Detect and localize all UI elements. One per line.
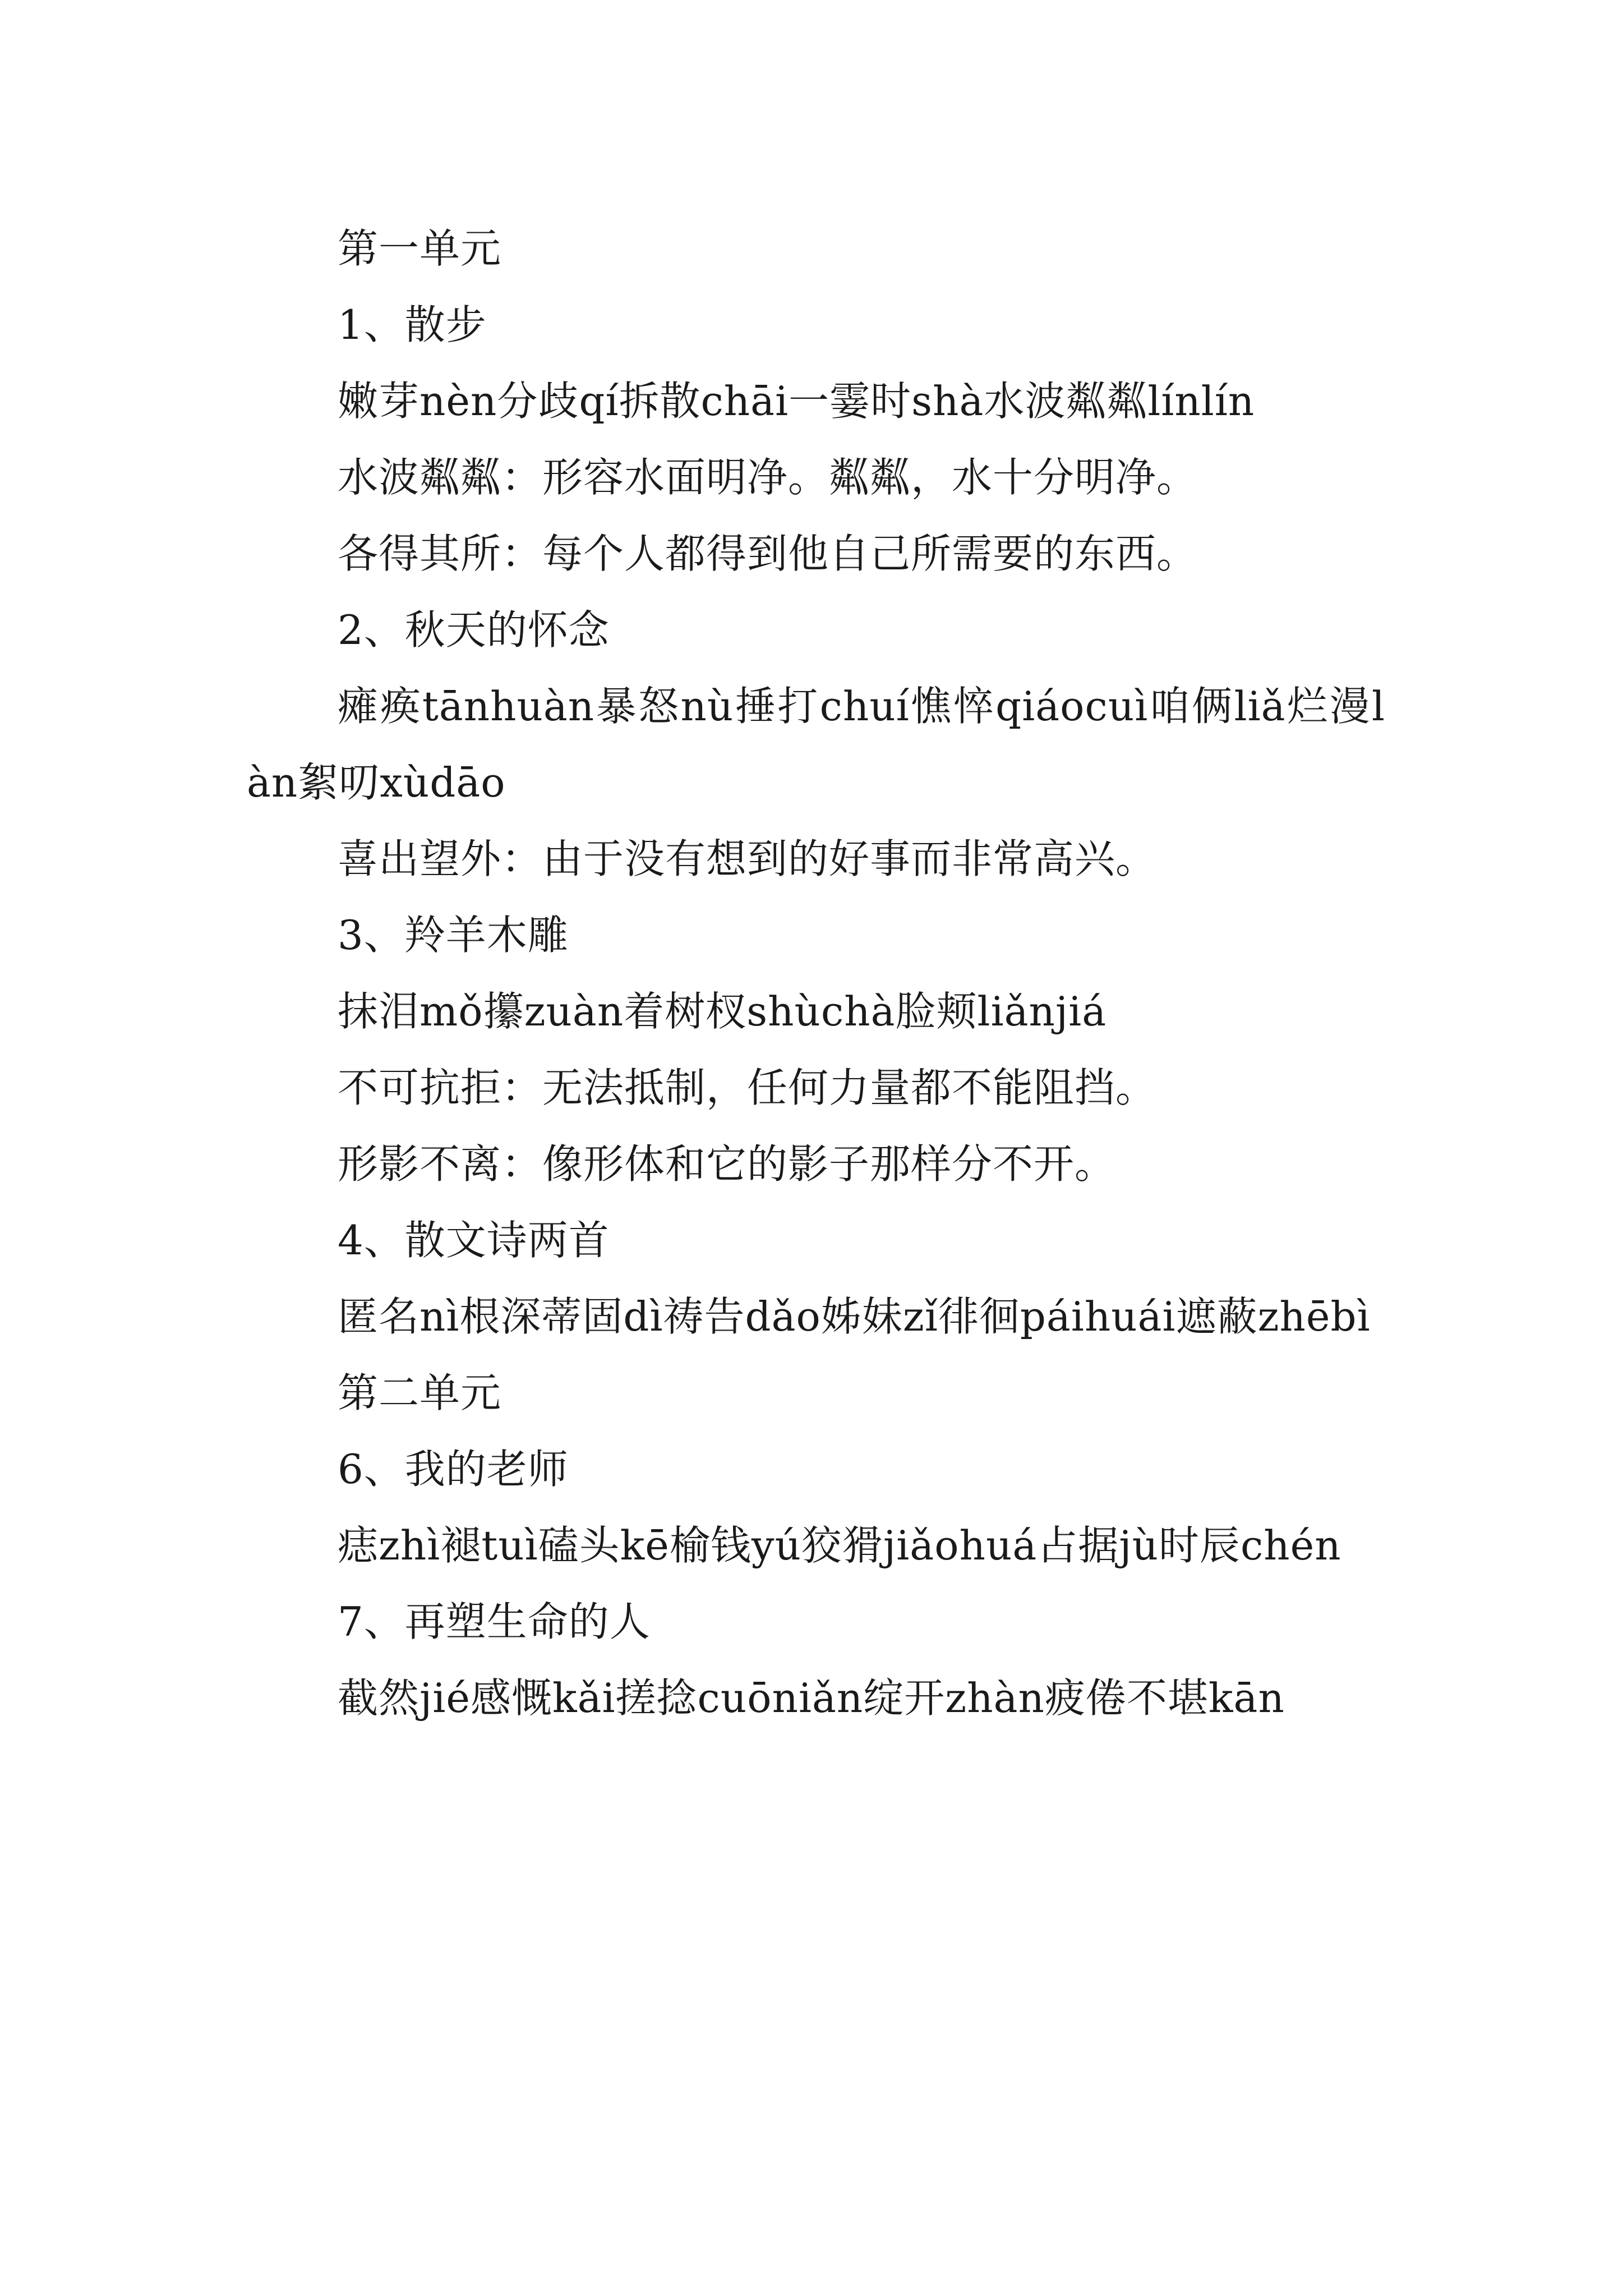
lesson-title: 1、散步: [338, 301, 487, 348]
vocabulary-line: 截然jié感慨kǎi搓捻cuōniǎn绽开zhàn疲倦不堪kān: [338, 1674, 1285, 1722]
lesson-title: 2、秋天的怀念: [338, 606, 610, 654]
vocabulary-line: 瘫痪tānhuàn暴怒nù捶打chuí憔悴qiáocuì咱俩liǎ烂漫làn絮叨xùdāo: [247, 683, 1385, 806]
unit-heading: 第一单元: [338, 225, 502, 272]
vocabulary-line: 嫩芽nèn分歧qí拆散chāi一霎时shà水波粼粼línlín: [338, 378, 1255, 425]
vocabulary-line: 匿名nì根深蒂固dì祷告dǎo姊妹zǐ徘徊páihuái遮蔽zhēbì: [338, 1293, 1371, 1340]
definition-line: 各得其所：每个人都得到他自己所需要的东西。: [338, 530, 1198, 577]
lesson-title: 7、再塑生命的人: [338, 1598, 651, 1645]
lesson-title: 6、我的老师: [338, 1446, 569, 1493]
lesson-title: 3、羚羊木雕: [338, 912, 569, 959]
unit-heading: 第二单元: [338, 1369, 502, 1416]
definition-line: 不可抗拒：无法抵制，任何力量都不能阻挡。: [338, 1064, 1157, 1111]
document-body: [247, 210, 1385, 1736]
lesson-title: 4、散文诗两首: [338, 1217, 610, 1264]
definition-line: 形影不离：像形体和它的影子那样分不开。: [338, 1140, 1116, 1188]
vocabulary-line: 痣zhì褪tuì磕头kē榆钱yú狡猾jiǎohuá占据jù时辰chén: [338, 1522, 1341, 1569]
vocabulary-line: 抹泪mǒ攥zuàn着树杈shùchà脸颊liǎnjiá: [338, 988, 1107, 1035]
definition-line: 喜出望外：由于没有想到的好事而非常高兴。: [338, 835, 1157, 882]
definition-line: 水波粼粼：形容水面明净。粼粼，水十分明净。: [338, 454, 1198, 501]
